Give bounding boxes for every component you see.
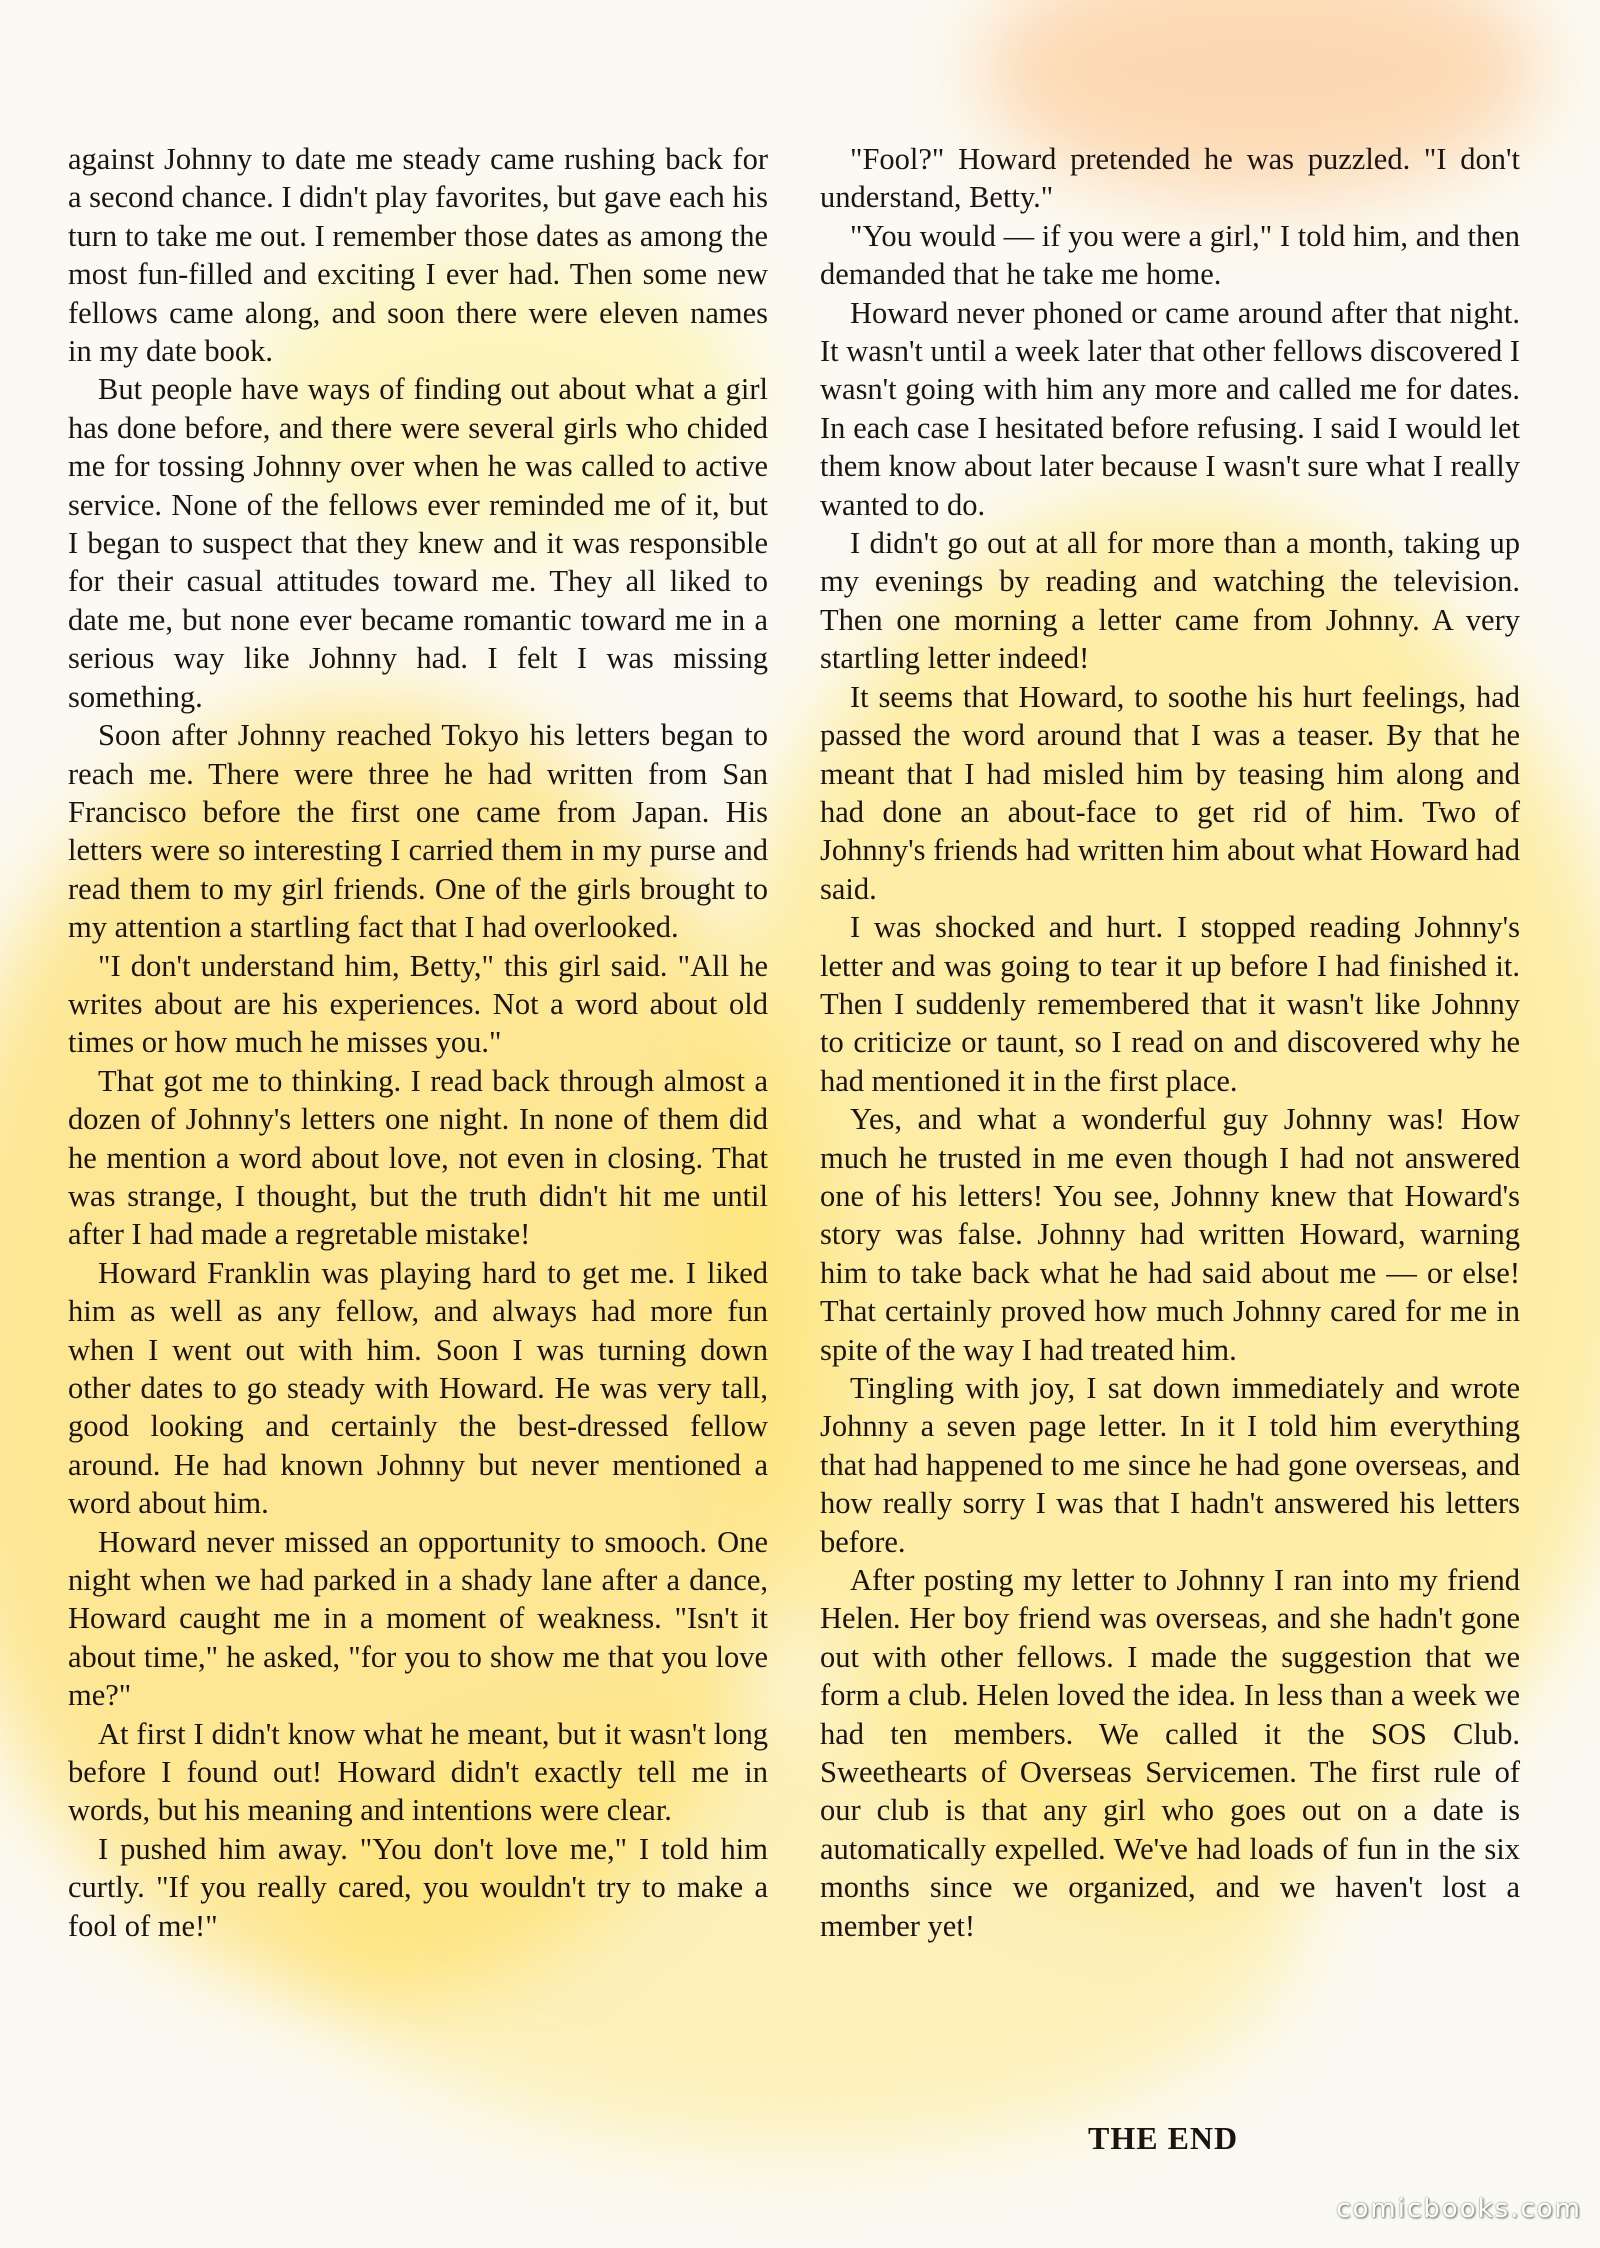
paragraph: Howard never missed an opportunity to smooch. One night when we had parked in a shady lane after a dance, Howard caught me in a moment of weakness. "Isn't it about time," he asked, "for you to show me that you love me?" [68,1524,768,1713]
paragraph: I pushed him away. "You don't love me," I told him curtly. "If you really cared, you wouldn't try to make a fool of me!" [68,1831,768,1943]
paragraph: It seems that Howard, to soothe his hurt feelings, had passed the word around that I was a teaser. By that he meant that I had misled him by teasing him along and had done an about-face to get rid of him. Two of Johnny's friends had written him about what Howard had said. [820,679,1520,906]
paragraph: against Johnny to date me steady came rushing back for a second chance. I didn't play favorites, but gave each his turn to take me out. I remember those dates as among the most fun-filled and exciting I ever had. Then some new fellows came along, and soon there were eleven names in my date book. [68,142,768,369]
paragraph: That got me to thinking. I read back through almost a dozen of Johnny's letters one night. In none of them did he mention a word about love, not even in closing. That was strange, I thought, but the truth didn't hit me until after I had made a regretable mistake! [68,1063,768,1252]
paragraph: But people have ways of finding out about what a girl has done before, and there were several girls who chided me for tossing Johnny over when he was called to active service. None of the fellows ever reminded me of it, but I began to suspect that they knew and it was responsible for their casual attitudes toward me. They all liked to date me, but none ever became romantic toward me in a serious way like Johnny had. I felt I was missing something. [68,372,768,714]
paragraph: "Fool?" Howard pretended he was puzzled. "I don't understand, Betty." [820,142,1520,215]
the-end-label: THE END [1088,2120,1239,2156]
paragraph: Soon after Johnny reached Tokyo his letters began to reach me. There were three he had written from San Francisco before the first one came from Japan. His letters were so interesting I carried them in my purse and read them to my girl friends. One of the girls brought to my attention a startling fact that I had overlooked. [68,718,768,945]
right-text-column [820,140,1520,1945]
paragraph: Tingling with joy, I sat down immediately and wrote Johnny a seven page letter. In it I told him everything that had happened to me since he had gone overseas, and how really sorry I was that I hadn't answered his letters before. [820,1371,1520,1559]
paragraph: Howard never phoned or came around after that night. It wasn't until a week later that other fellows discovered I wasn't going with him any more and called me for dates. In each case I hesitated before refusing. I said I would let them know about later because I wasn't sure what I really wanted to do. [820,295,1520,522]
paragraph: I was shocked and hurt. I stopped reading Johnny's letter and was going to tear it up before I had finished it. Then I suddenly remembered that it wasn't like Johnny to criticize or taunt, so I read on and discovered why he had mentioned it in the first place. [820,910,1520,1098]
paragraph: Howard Franklin was playing hard to get me. I liked him as well as any fellow, and always had more fun when I went out with him. Soon I was turning down other dates to go steady with Howard. He was very tall, good looking and certainly the best-dressed fellow around. He had known Johnny but never mentioned a word about him. [68,1255,768,1521]
paragraph: At first I didn't know what he meant, but it wasn't long before I found out! Howard didn't exactly tell me in words, but his meaning and intentions were clear. [68,1716,768,1828]
paragraph: After posting my letter to Johnny I ran into my friend Helen. Her boy friend was overseas, and she hadn't gone out with other fellows. I made the suggestion that we form a club. Helen loved the idea. In less than a week we had ten members. We called it the SOS Club. Sweethearts of Overseas Servicemen. The first rule of our club is that any girl who goes out on a date is automatically expelled. We've had loads of fun in the six months since we organized, and we haven't lost a member yet! [820,1563,1520,1943]
paragraph: Yes, and what a wonderful guy Johnny was! How much he trusted in me even though I had not answered one of his letters! You see, Johnny knew that Howard's story was false. Johnny had written Howard, warning him to take back what he had said about me — or else! That certainly proved how much Johnny cared for me in spite of the way I had treated him. [820,1102,1520,1367]
paragraph: I didn't go out at all for more than a month, taking up my evenings by reading and watching the television. Then one morning a letter came from Johnny. A very startling letter indeed! [820,526,1520,676]
left-text-column [68,140,768,1945]
paragraph: "I don't understand him, Betty," this girl said. "All he writes about are his experiences. Not a word about old times or how much he misses you." [68,948,768,1060]
paragraph: "You would — if you were a girl," I told him, and then demanded that he take me home. [820,218,1520,292]
site-watermark: comicbooks.com [1336,2194,1582,2224]
